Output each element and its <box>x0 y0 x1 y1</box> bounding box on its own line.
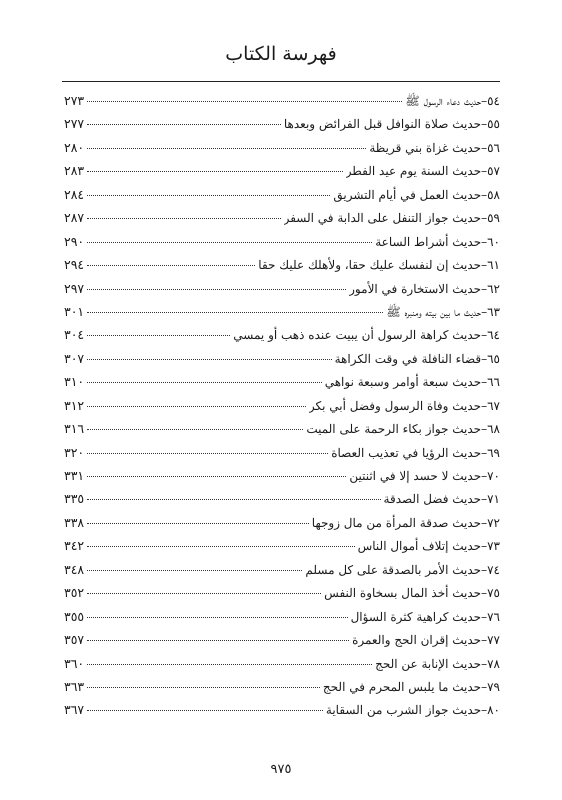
toc-entry-page: ٣٠١ <box>64 303 85 319</box>
table-of-contents <box>62 89 500 722</box>
toc-entry-page: ٣٠٧ <box>64 350 85 366</box>
toc-entry-page: ٣١٦ <box>64 421 85 437</box>
toc-entry-number: ٥٨ <box>487 187 500 202</box>
toc-leader-dots <box>87 710 323 711</box>
toc-leader-dots <box>87 195 330 196</box>
toc-leader-dots <box>87 664 372 665</box>
toc-entry-page: ٢٨٣ <box>64 163 85 179</box>
toc-entry-number: ٥٤ <box>487 94 500 108</box>
toc-entry-separator: – <box>481 94 488 108</box>
toc-entry-number: ٦٥ <box>487 351 500 366</box>
toc-leader-dots <box>87 476 346 477</box>
toc-entry-separator: – <box>481 633 488 648</box>
toc-entry-separator: – <box>481 398 488 413</box>
toc-entry <box>62 300 500 323</box>
toc-leader-dots <box>87 382 322 383</box>
toc-entry-page: ٣١٢ <box>64 397 85 413</box>
toc-entry-separator: – <box>481 609 488 624</box>
header-divider <box>62 81 500 82</box>
toc-entry <box>62 277 500 300</box>
toc-entry-separator: – <box>481 515 488 530</box>
toc-entry-title: حديث وفاة الرسول وفضل أبي بكر <box>308 398 482 413</box>
toc-entry <box>62 675 500 698</box>
toc-entry-title: حديث دعاء الرسول ﷺ <box>405 94 482 108</box>
toc-leader-dots <box>87 265 255 266</box>
toc-entry-number: ٦٣ <box>487 304 500 319</box>
toc-entry-number: ٦٢ <box>487 281 500 296</box>
toc-entry-page: ٢٧٣ <box>64 93 85 108</box>
toc-entry-number: ٥٧ <box>487 164 500 179</box>
toc-entry <box>62 230 500 253</box>
toc-entry-title: حديث إن لنفسك عليك حقا، ولأهلك عليك حقا <box>258 258 482 273</box>
toc-entry-title: حديث ما يلبس المحرم في الحج <box>322 679 482 694</box>
toc-leader-dots <box>87 335 230 336</box>
toc-leader-dots <box>87 523 309 524</box>
toc-entry-separator: – <box>481 469 488 483</box>
toc-entry-title: حديث الإنابة عن الحج <box>375 656 482 671</box>
toc-entry-title: حديث لا حسد إلا في اثنتين <box>349 469 482 483</box>
toc-leader-dots <box>87 546 354 547</box>
toc-entry-title: حديث العمل في أيام التشريق <box>333 187 482 202</box>
page-number: ٩٧٥ <box>270 762 292 777</box>
toc-entry-separator: – <box>481 211 488 226</box>
toc-entry <box>62 112 500 135</box>
toc-entry-page: ٢٨٤ <box>64 186 85 202</box>
toc-entry <box>62 136 500 159</box>
toc-entry-page: ٢٩٤ <box>64 257 85 273</box>
toc-leader-dots <box>87 687 320 688</box>
toc-entry-title: حديث سبعة أوامر وسبعة نواهي <box>324 375 482 390</box>
toc-entry-number: ٦٩ <box>487 445 500 460</box>
toc-entry <box>62 464 500 487</box>
toc-entry-number: ٧٠ <box>487 469 500 483</box>
toc-entry-separator: – <box>481 281 488 296</box>
toc-entry-number: ٦٨ <box>487 422 500 437</box>
toc-entry-number: ٧٦ <box>487 609 500 624</box>
toc-leader-dots <box>87 429 303 430</box>
toc-entry-page: ٣٥٥ <box>64 608 85 624</box>
toc-entry-title: حديث الأمر بالصدقة على كل مسلم <box>305 562 482 577</box>
toc-entry-separator: – <box>481 492 488 507</box>
toc-entry <box>62 253 500 276</box>
toc-entry-page: ٣٣١ <box>64 468 85 483</box>
toc-entry-number: ٧٣ <box>487 539 500 554</box>
toc-entry-number: ٧٨ <box>487 656 500 671</box>
toc-entry-number: ٥٦ <box>487 140 500 155</box>
toc-leader-dots <box>87 593 321 594</box>
toc-entry-separator: – <box>481 375 488 390</box>
toc-entry-page: ٣٦٧ <box>64 702 85 718</box>
toc-entry-separator: – <box>481 117 488 132</box>
toc-entry-page: ٢٩٧ <box>64 280 85 296</box>
toc-entry-separator: – <box>481 703 488 718</box>
toc-entry <box>62 534 500 557</box>
toc-entry <box>62 441 500 464</box>
toc-entry-title: حديث أشراط الساعة <box>375 234 482 249</box>
toc-entry-title: حديث جواز التنفل على الدابة في السفر <box>283 211 482 226</box>
toc-entry-separator: – <box>481 422 488 437</box>
toc-entry-page: ٢٨٧ <box>64 210 85 226</box>
toc-entry-separator: – <box>481 328 488 343</box>
toc-entry-number: ٦٤ <box>487 328 500 343</box>
toc-leader-dots <box>87 617 347 618</box>
toc-entry-title: حديث إتلاف أموال الناس <box>357 539 482 554</box>
toc-entry <box>62 558 500 581</box>
toc-entry-title: حديث الرؤيا في تعذيب العصاة <box>331 445 482 460</box>
toc-entry <box>62 581 500 604</box>
toc-entry-number: ٥٩ <box>487 211 500 226</box>
toc-leader-dots <box>87 171 343 172</box>
toc-entry-title: حديث فضل الصدقة <box>383 492 482 507</box>
toc-leader-dots <box>87 406 306 407</box>
toc-entry-title: حديث جواز الشرب من السقاية <box>325 703 482 718</box>
toc-entry-title: حديث أخذ المال بسخاوة النفس <box>324 586 482 601</box>
toc-entry-separator: – <box>481 445 488 460</box>
toc-entry-page: ٣٥٧ <box>64 632 85 648</box>
toc-entry <box>62 183 500 206</box>
toc-entry-number: ٦٠ <box>487 234 500 249</box>
toc-leader-dots <box>87 124 281 125</box>
toc-entry <box>62 89 500 112</box>
toc-entry-title: حديث جواز بكاء الرحمة على الميت <box>306 422 482 437</box>
toc-leader-dots <box>87 101 402 102</box>
toc-entry-separator: – <box>481 586 488 601</box>
toc-leader-dots <box>87 359 331 360</box>
toc-leader-dots <box>87 218 280 219</box>
toc-entry-title: حديث صدقة المرأة من مال زوجها <box>311 515 482 530</box>
toc-entry-page: ٣٤٨ <box>64 561 85 577</box>
toc-entry <box>62 417 500 440</box>
toc-entry-title: حديث الاستخارة في الأمور <box>349 281 482 296</box>
toc-entry-separator: – <box>481 304 488 319</box>
toc-entry-separator: – <box>481 679 488 694</box>
toc-entry-number: ٦٦ <box>487 375 500 390</box>
toc-entry-page: ٣٣٨ <box>64 514 85 530</box>
toc-entry-page: ٣٢٠ <box>64 444 85 460</box>
toc-entry-title: حديث كراهية كثرة السؤال <box>350 609 482 624</box>
toc-entry-page: ٣٦٠ <box>64 655 85 671</box>
toc-entry-number: ٦٧ <box>487 398 500 413</box>
toc-entry <box>62 652 500 675</box>
toc-entry <box>62 487 500 510</box>
toc-leader-dots <box>87 289 346 290</box>
toc-entry-page: ٣١٠ <box>64 374 85 390</box>
toc-entry-page: ٣٠٤ <box>64 327 85 343</box>
toc-entry-separator: – <box>481 562 488 577</box>
toc-entry-separator: – <box>481 539 488 554</box>
toc-entry-page: ٢٧٧ <box>64 116 85 132</box>
toc-entry-title: حديث كراهة الرسول أن يبيت عنده ذهب أو يمسي <box>233 328 482 343</box>
toc-entry-separator: – <box>481 187 488 202</box>
toc-entry-separator: – <box>481 140 488 155</box>
toc-entry <box>62 206 500 229</box>
toc-entry-title: حديث ما بين بيته ومنبره ﷺ <box>386 304 482 319</box>
toc-entry-number: ٧٩ <box>487 679 500 694</box>
toc-entry-title: حديث صلاة النوافل قبل الفرائض وبعدها <box>283 117 482 132</box>
toc-leader-dots <box>87 499 380 500</box>
toc-entry <box>62 511 500 534</box>
toc-entry-number: ٧١ <box>487 492 500 507</box>
toc-entry-title: حديث غزاة بني قريظة <box>369 140 482 155</box>
toc-entry-number: ٧٥ <box>487 586 500 601</box>
toc-leader-dots <box>87 148 366 149</box>
toc-entry <box>62 370 500 393</box>
toc-entry-page: ٣٤٢ <box>64 538 85 554</box>
toc-entry-title: حديث السنة يوم عيد الفطر <box>345 164 482 179</box>
toc-entry-number: ٦١ <box>487 258 500 273</box>
toc-entry-page: ٣٦٣ <box>64 678 85 694</box>
toc-entry <box>62 628 500 651</box>
toc-entry <box>62 347 500 370</box>
toc-entry-title: قضاء النافلة في وقت الكراهة <box>334 351 482 366</box>
toc-leader-dots <box>87 640 349 641</box>
toc-entry-number: ٧٢ <box>487 515 500 530</box>
page-title: فهرسة الكتاب <box>225 43 337 65</box>
toc-leader-dots <box>87 242 372 243</box>
toc-entry-separator: – <box>481 351 488 366</box>
toc-leader-dots <box>87 312 383 313</box>
toc-entry-separator: – <box>481 164 488 179</box>
toc-entry <box>62 159 500 182</box>
toc-entry-number: ٧٤ <box>487 562 500 577</box>
toc-entry-page: ٣٥٢ <box>64 585 85 601</box>
toc-entry-page: ٣٣٥ <box>64 491 85 507</box>
toc-entry-number: ٨٠ <box>487 703 500 718</box>
toc-entry-separator: – <box>481 234 488 249</box>
toc-entry-page: ٢٨٠ <box>64 139 85 155</box>
toc-leader-dots <box>87 570 302 571</box>
toc-entry <box>62 698 500 721</box>
toc-entry <box>62 323 500 346</box>
toc-entry-separator: – <box>481 258 488 273</box>
toc-entry <box>62 394 500 417</box>
toc-leader-dots <box>87 453 328 454</box>
toc-entry <box>62 605 500 628</box>
toc-entry-number: ٧٧ <box>487 633 500 648</box>
toc-entry-number: ٥٥ <box>487 117 500 132</box>
toc-entry-title: حديث إقران الحج والعمرة <box>352 633 482 648</box>
toc-entry-page: ٢٩٠ <box>64 233 85 249</box>
toc-entry-separator: – <box>481 656 488 671</box>
